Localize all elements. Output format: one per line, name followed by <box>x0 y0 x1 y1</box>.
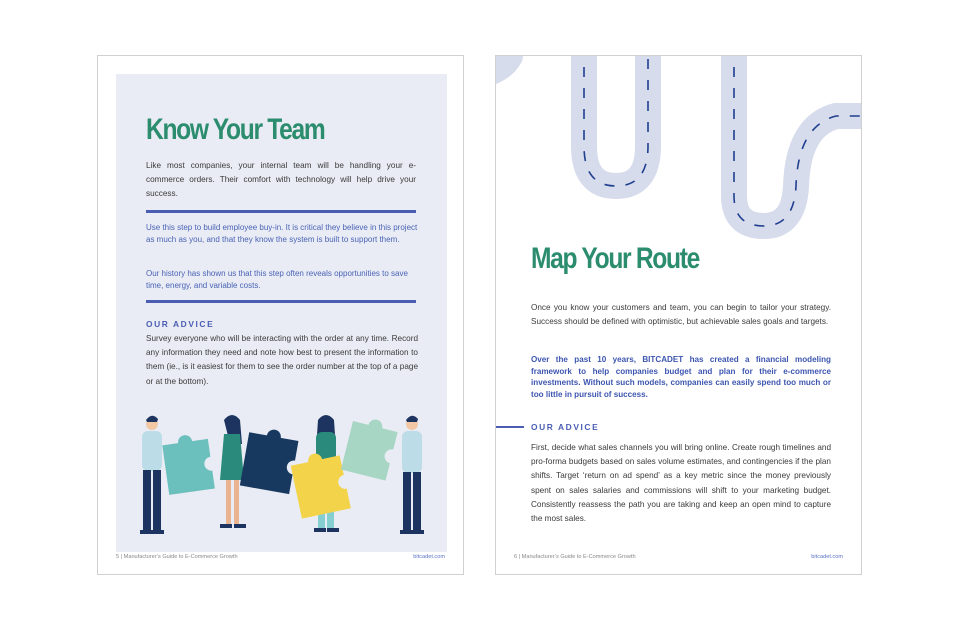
page-footer: 5 | Manufacturer’s Guide to E-Commerce Growth <box>116 554 238 560</box>
person-1 <box>140 416 164 534</box>
page-title: Know Your Team <box>146 113 325 146</box>
page-left <box>97 55 464 575</box>
advice-paragraph: First, decide what sales channels you will bring online. Create rough timelines and pro-forma budgets based on sales volume estimates, and contingencies if the plan shifts. Target ‘return on ad spend’ as a key metric since the money previously spent on sales salaries and commissions will shift to your marketing budget. Consistently reassess the path you are taking and keep an open mind to capture the most sales. <box>531 443 831 524</box>
winding-road-illustration <box>496 56 862 256</box>
callout-paragraph-1: Use this step to build employee buy-in. It is critical they believe in this project as much as you, and that they know the system is built to support them. <box>146 223 418 244</box>
intro-paragraph: Like most companies, your internal team will be handling your e-commerce orders. Their comfort with technology will help drive your success. <box>146 161 416 199</box>
divider-top <box>146 210 416 213</box>
advice-heading: OUR ADVICE <box>531 422 600 432</box>
divider-bottom <box>146 300 416 303</box>
footer-link[interactable]: bitcadet.com <box>811 554 843 560</box>
callout-paragraph-2: Our history has shown us that this step often reveals opportunities to save time, energy, and variable costs. <box>146 269 408 290</box>
advice-rule <box>496 426 524 428</box>
footer-link[interactable]: bitcadet.com <box>413 554 445 560</box>
intro-paragraph: Once you know your customers and team, you can begin to tailor your strategy. Success should be defined with optimistic, but achievable sales goals and targets. <box>531 303 831 327</box>
page-title: Map Your Route <box>531 242 699 275</box>
person-2 <box>220 415 246 528</box>
page-footer: 6 | Manufacturer’s Guide to E-Commerce Growth <box>514 554 636 560</box>
person-4 <box>400 416 424 534</box>
highlight-paragraph: Over the past 10 years, BITCADET has created a financial modeling framework to help companies budget and plan for their e-commerce investments. Without such models, companies can easily spend too much or too little in pursuit of success. <box>531 355 831 399</box>
advice-heading: OUR ADVICE <box>146 319 215 329</box>
advice-paragraph: Survey everyone who will be interacting with the order at any time. Record any information they need and note how best to present the information to them (ie., is it easiest for them to see the order number at the top of a page or at the bottom). <box>146 334 418 386</box>
team-puzzle-illustration <box>116 400 447 552</box>
page-right <box>495 55 862 575</box>
